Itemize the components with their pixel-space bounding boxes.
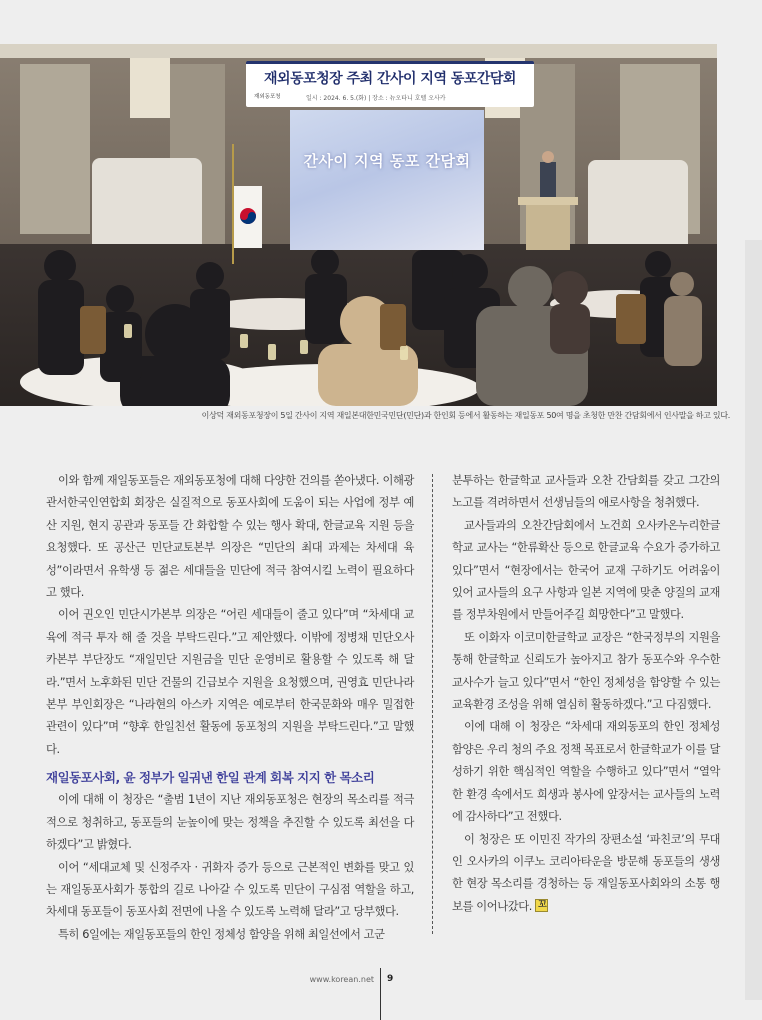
paragraph: 교사들과의 오찬간담회에서 노건희 오사카온누리한글학교 교사는 “한류확산 등으로 한글교육 수요가 증가하고 있다”면서 “현장에서는 한국어 교재 구하기도 어려움이 있어 교사들의 요구 사항과 일본 지역에 맞춘 양질의 교재를 정부차원에서 만들어주길 희망한다”고 말했다. [452,518,720,622]
paragraph-text: 이 청장은 또 이민진 작가의 장편소설 ‘파친코’의 무대인 오사카의 이쿠노 코리아타운을 방문해 동포들의 생생한 현장 목소리를 경청하는 등 재일동포사회와의 소통 행보를 이어나갔다. [452,832,720,913]
paragraph: 이에 대해 이 청장은 “차세대 재외동포의 한인 정체성 함양은 우리 청의 주요 정책 목표로서 한글학교가 이를 달성하기 위한 핵심적인 역할을 수행하고 있다”면서 “열악한 환경 속에서도 희생과 봉사에 앞장서는 교사들의 노력에 감사하다”고 전했다. [452,720,720,824]
end-mark-glyph: 꼬 [537,899,547,910]
paragraph: 특히 6일에는 재일동포들의 한인 정체성 함양을 위해 최일선에서 고군 [58,927,385,941]
page-number: 9 [387,974,394,984]
paragraph [452,829,720,919]
paragraph: 이에 대해 이 청장은 “출범 1년이 지난 재외동포청은 현장의 목소리를 적극적으로 청취하고, 동포들의 눈높이에 맞는 정책을 추진할 수 있도록 최선을 다하겠다”고 밝혔다. [46,793,414,852]
projection-screen [290,110,484,250]
banner-title: 재외동포청장 주최 간사이 지역 동포간담회 [264,71,516,87]
page-edge-strip [745,240,762,1000]
end-mark-icon [535,899,548,912]
footer-rule [380,968,381,1020]
section-subheading: 재일동포사회, 윤 정부가 일궈낸 한일 관계 회복 지지 한 목소리 [46,770,375,786]
paragraph: 또 이화자 이코미한글학교 교장은 “한국정부의 지원을 통해 한글학교 신뢰도가 높아지고 참가 동포수와 우수한 교사수가 늘고 있다”면서 “한인 정체성을 함양할 수 있는 교육환경 조성을 위해 열심히 활동하겠다.”고 다짐했다. [452,630,720,712]
event-banner [246,61,534,107]
article-left-column [46,470,414,946]
article-right-column [452,470,720,918]
footer-url: www.korean.net [309,975,374,984]
paragraph: 이와 함께 재일동포들은 재외동포청에 대해 다양한 건의를 쏟아냈다. 이해광 관서한국인연합회 회장은 실질적으로 동포사회에 도움이 되는 사업에 정부 예산 지원, 현지 공관과 동포들 간 화합할 수 있는 행사 확대, 한글교육 지원 등을 요청했다. 또 공산근 민단교토본부 의장은 “민단의 최대 과제는 차세대 육성”이라면서 유학생 등 젊은 세대들을 민단에 적극 참여시킬 노력이 필요하다고 했다. [46,474,414,600]
column-divider [432,474,433,934]
banner-logo: 재외동포청 [254,94,281,100]
paragraph: 이어 권오인 민단시가본부 의장은 “어린 세대들이 줄고 있다”며 “차세대 교육에 적극 투자 해 줄 것을 부탁드린다.”고 제안했다. 이밖에 정병채 민단오사카본부 부단장도 “재일민단 지원금을 민단 운영비로 활용할 수 있도록 해 달라.”면서 노후화된 민단 건물의 긴급보수 지원을 요청했으며, 권영효 민단나라본부 부인회장은 “나라현의 아스카 지역은 예로부터 한국문화와 매우 밀접한 관련이 있다”며 “향후 한일친선 활동에 동포청의 지원을 부탁드린다.”고 말했다. [46,608,414,756]
paragraph: 이어 “세대교체 및 신정주자 · 귀화자 증가 등으로 근본적인 변화를 맞고 있는 재일동포사회가 통합의 길로 나아갈 수 있도록 민단이 구심점 역할을 하고, 차세대 동포들이 동포사회 전면에 나올 수 있도록 노력해 달라”고 당부했다. [46,860,414,919]
photo-caption: 이상덕 재외동포청장이 5일 간사이 지역 재일본대한민국민단(민단)과 한인회 등에서 활동하는 재일동포 50여 명을 초청한 만찬 간담회에서 인사말을 하고 있다. [201,411,730,420]
paragraph: 분투하는 한글학교 교사들과 오찬 간담회를 갖고 그간의 노고를 격려하면서 선생님들의 애로사항을 청취했다. [452,474,720,510]
screen-title: 간사이 지역 동포 간담회 [303,152,471,170]
event-photo [0,44,717,406]
banner-subtitle: 일시 : 2024. 6. 5.(화) | 장소 : 뉴오타니 호텔 오사카 [306,95,446,102]
